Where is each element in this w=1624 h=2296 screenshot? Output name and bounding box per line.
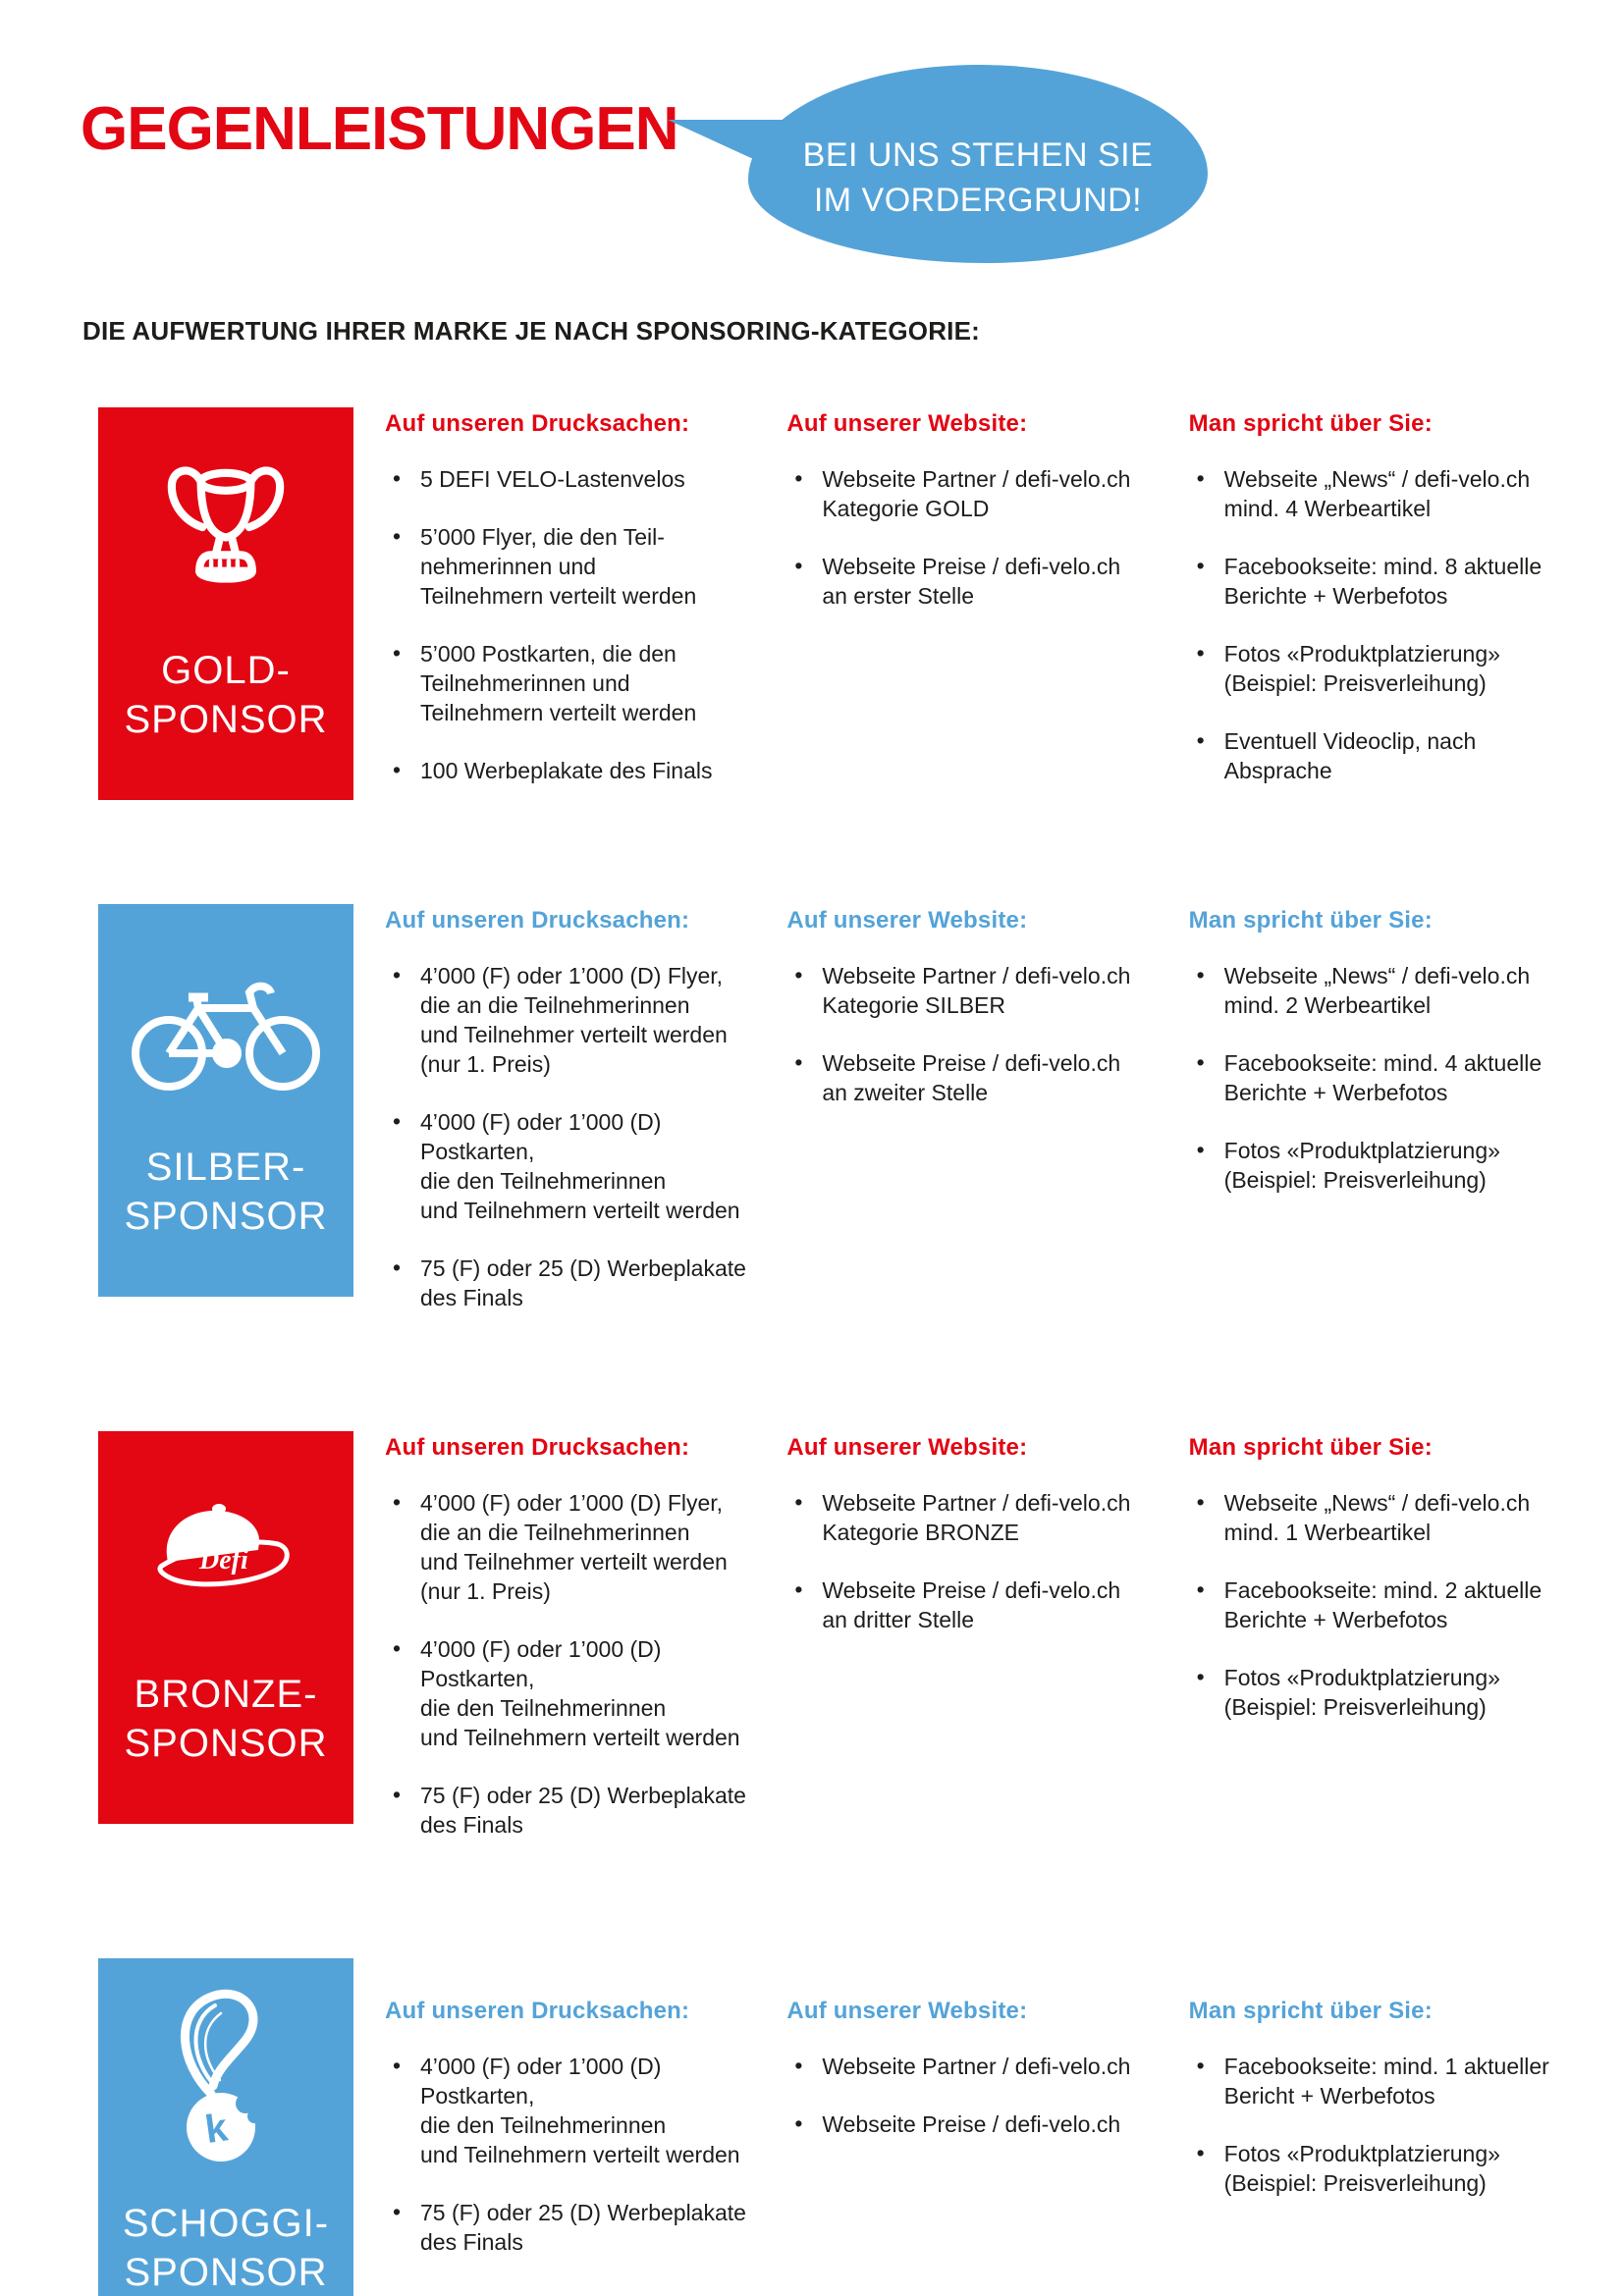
bullet-item: • Facebookseite: mind. 4 aktuelle Berichte + Werbefotos — [1189, 1048, 1557, 1107]
bullet-item: • 4’000 (F) oder 1’000 (D) Postkarten, die den Teilnehmerinnen und Teilnehmern verteilt werden — [385, 2052, 753, 2169]
tier-box — [98, 904, 353, 1297]
bullet-item: • Webseite Preise / defi-velo.ch — [786, 2109, 1155, 2139]
tier-box — [98, 1958, 353, 2296]
bullet-item: • 75 (F) oder 25 (D) Werbeplakate des Finals — [385, 2198, 753, 2257]
bullet-item: • Webseite „News“ / defi-velo.ch mind. 2 Werbeartikel — [1189, 961, 1557, 1020]
bullet-list — [385, 464, 753, 785]
speech-bubble — [748, 65, 1208, 263]
tier-box — [98, 407, 353, 800]
column-presse — [1189, 904, 1591, 1223]
tier-box — [98, 1431, 353, 1824]
bullet-list — [786, 464, 1155, 611]
bullet-list — [385, 961, 753, 1312]
bullet-list — [786, 2052, 1155, 2139]
bullet-item: • Facebookseite: mind. 1 aktueller Bericht + Werbefotos — [1189, 2052, 1557, 2110]
bullet-item: • 4’000 (F) oder 1’000 (D) Flyer, die an die Teilnehmerinnen und Teilnehmer verteilt werden (nur 1. Preis) — [385, 1488, 753, 1606]
bullet-item: • Facebookseite: mind. 8 aktuelle Berichte + Werbefotos — [1189, 552, 1557, 611]
medal-icon — [152, 1982, 299, 2173]
bullet-item: • 75 (F) oder 25 (D) Werbeplakate des Finals — [385, 1781, 753, 1840]
bullet-list — [786, 1488, 1155, 1634]
column-website — [786, 1958, 1188, 2167]
bullet-item: • Webseite Partner / defi-velo.ch Kategorie GOLD — [786, 464, 1155, 523]
bullet-item: • Webseite Preise / defi-velo.ch an zweiter Stelle — [786, 1048, 1155, 1107]
bullet-list — [1189, 1488, 1557, 1722]
column-header: Man spricht über Sie: — [1188, 1434, 1433, 1461]
column-header: Auf unseren Drucksachen: — [385, 1998, 690, 2024]
column-header: Man spricht über Sie: — [1188, 907, 1433, 934]
tier-label-bronze: BRONZE- SPONSOR — [124, 1673, 328, 1766]
bullet-item: • 75 (F) oder 25 (D) Werbeplakate des Finals — [385, 1254, 753, 1312]
column-header: Man spricht über Sie: — [1188, 1998, 1433, 2024]
bullet-item: • 5’000 Postkarten, die den Teilnehmerinnen und Teilnehmern verteilt werden — [385, 639, 753, 727]
tier-label-gold: GOLD- SPONSOR — [124, 649, 328, 742]
column-header: Auf unseren Drucksachen: — [385, 907, 690, 934]
section-silber — [98, 904, 1591, 1341]
column-website — [786, 407, 1188, 639]
column-header: Auf unserer Website: — [786, 410, 1028, 437]
column-header: Auf unseren Drucksachen: — [385, 1434, 690, 1461]
sponsor-sections — [98, 407, 1591, 2296]
bullet-item: • 4’000 (F) oder 1’000 (D) Flyer, die an die Teilnehmerinnen und Teilnehmer verteilt werden (nur 1. Preis) — [385, 961, 753, 1079]
column-header: Man spricht über Sie: — [1188, 410, 1433, 437]
section-bronze — [98, 1431, 1591, 1868]
bullet-item: • 100 Werbeplakate des Finals — [385, 756, 753, 785]
column-presse — [1189, 1958, 1591, 2226]
page-title: GEGENLEISTUNGEN — [81, 95, 678, 163]
svg-text:Défi: Défi — [198, 1544, 248, 1575]
bullet-item: • 4’000 (F) oder 1’000 (D) Postkarten, die den Teilnehmerinnen und Teilnehmern verteilt werden — [385, 1634, 753, 1752]
bullet-item: • Fotos «Produktplatzierung» (Beispiel: Preisverleihung) — [1189, 1663, 1557, 1722]
bullet-item: • Webseite Partner / defi-velo.ch Kategorie BRONZE — [786, 1488, 1155, 1547]
bullet-item: • 4’000 (F) oder 1’000 (D) Postkarten, die den Teilnehmerinnen und Teilnehmern verteilt werden — [385, 1107, 753, 1225]
bullet-list — [1189, 464, 1557, 785]
speech-bubble-line-1: BEI UNS STEHEN SIE — [802, 136, 1154, 174]
tier-label-schoggi: SCHOGGI- SPONSOR — [122, 2202, 330, 2295]
bullet-list — [1189, 2052, 1557, 2198]
bullet-item: • Webseite Partner / defi-velo.ch Kategorie SILBER — [786, 961, 1155, 1020]
bullet-list — [1189, 961, 1557, 1195]
bullet-item: • Fotos «Produktplatzierung» (Beispiel: Preisverleihung) — [1189, 1136, 1557, 1195]
bullet-item: • Webseite „News“ / defi-velo.ch mind. 1 Werbeartikel — [1189, 1488, 1557, 1547]
bullet-item: • Webseite „News“ / defi-velo.ch mind. 4 Werbeartikel — [1189, 464, 1557, 523]
bullet-item: • Fotos «Produktplatzierung» (Beispiel: Preisverleihung) — [1189, 639, 1557, 698]
bullet-item: • 5’000 Flyer, die den Teil- nehmerinnen und Teilnehmern verteilt werden — [385, 522, 753, 611]
column-header: Auf unseren Drucksachen: — [385, 410, 690, 437]
column-drucksachen — [385, 1431, 786, 1868]
column-presse — [1189, 407, 1591, 814]
column-drucksachen — [385, 904, 786, 1341]
column-website — [786, 1431, 1188, 1663]
speech-bubble-line-2: IM VORDERGRUND! — [813, 182, 1143, 219]
column-header: Auf unserer Website: — [786, 907, 1028, 934]
column-drucksachen — [385, 1958, 786, 2285]
column-drucksachen — [385, 407, 786, 814]
column-website — [786, 904, 1188, 1136]
bullet-list — [385, 2052, 753, 2257]
bullet-item: • Webseite Preise / defi-velo.ch an dritter Stelle — [786, 1575, 1155, 1634]
bullet-item: • Webseite Partner / defi-velo.ch — [786, 2052, 1155, 2081]
section-schoggi — [98, 1958, 1591, 2296]
bullet-item: • 5 DEFI VELO-Lastenvelos — [385, 464, 753, 494]
column-header: Auf unserer Website: — [786, 1434, 1028, 1461]
tier-label-silber: SILBER- SPONSOR — [124, 1146, 328, 1239]
section-gold — [98, 407, 1591, 814]
column-presse — [1189, 1431, 1591, 1750]
bullet-item: • Webseite Preise / defi-velo.ch an erster Stelle — [786, 552, 1155, 611]
svg-text:k: k — [202, 2105, 231, 2152]
bicycle-icon — [126, 945, 327, 1117]
bullet-list — [385, 1488, 753, 1840]
cap-icon — [140, 1472, 312, 1644]
bullet-item: • Facebookseite: mind. 2 aktuelle Berichte + Werbefotos — [1189, 1575, 1557, 1634]
bullet-item: • Fotos «Produktplatzierung» (Beispiel: Preisverleihung) — [1189, 2139, 1557, 2198]
bullet-item: • Eventuell Videoclip, nach Absprache — [1189, 726, 1557, 785]
trophy-icon — [152, 449, 299, 620]
column-header: Auf unserer Website: — [786, 1998, 1028, 2024]
bullet-list — [786, 961, 1155, 1107]
subtitle: DIE AUFWERTUNG IHRER MARKE JE NACH SPONSORING-KATEGORIE: — [82, 316, 981, 346]
